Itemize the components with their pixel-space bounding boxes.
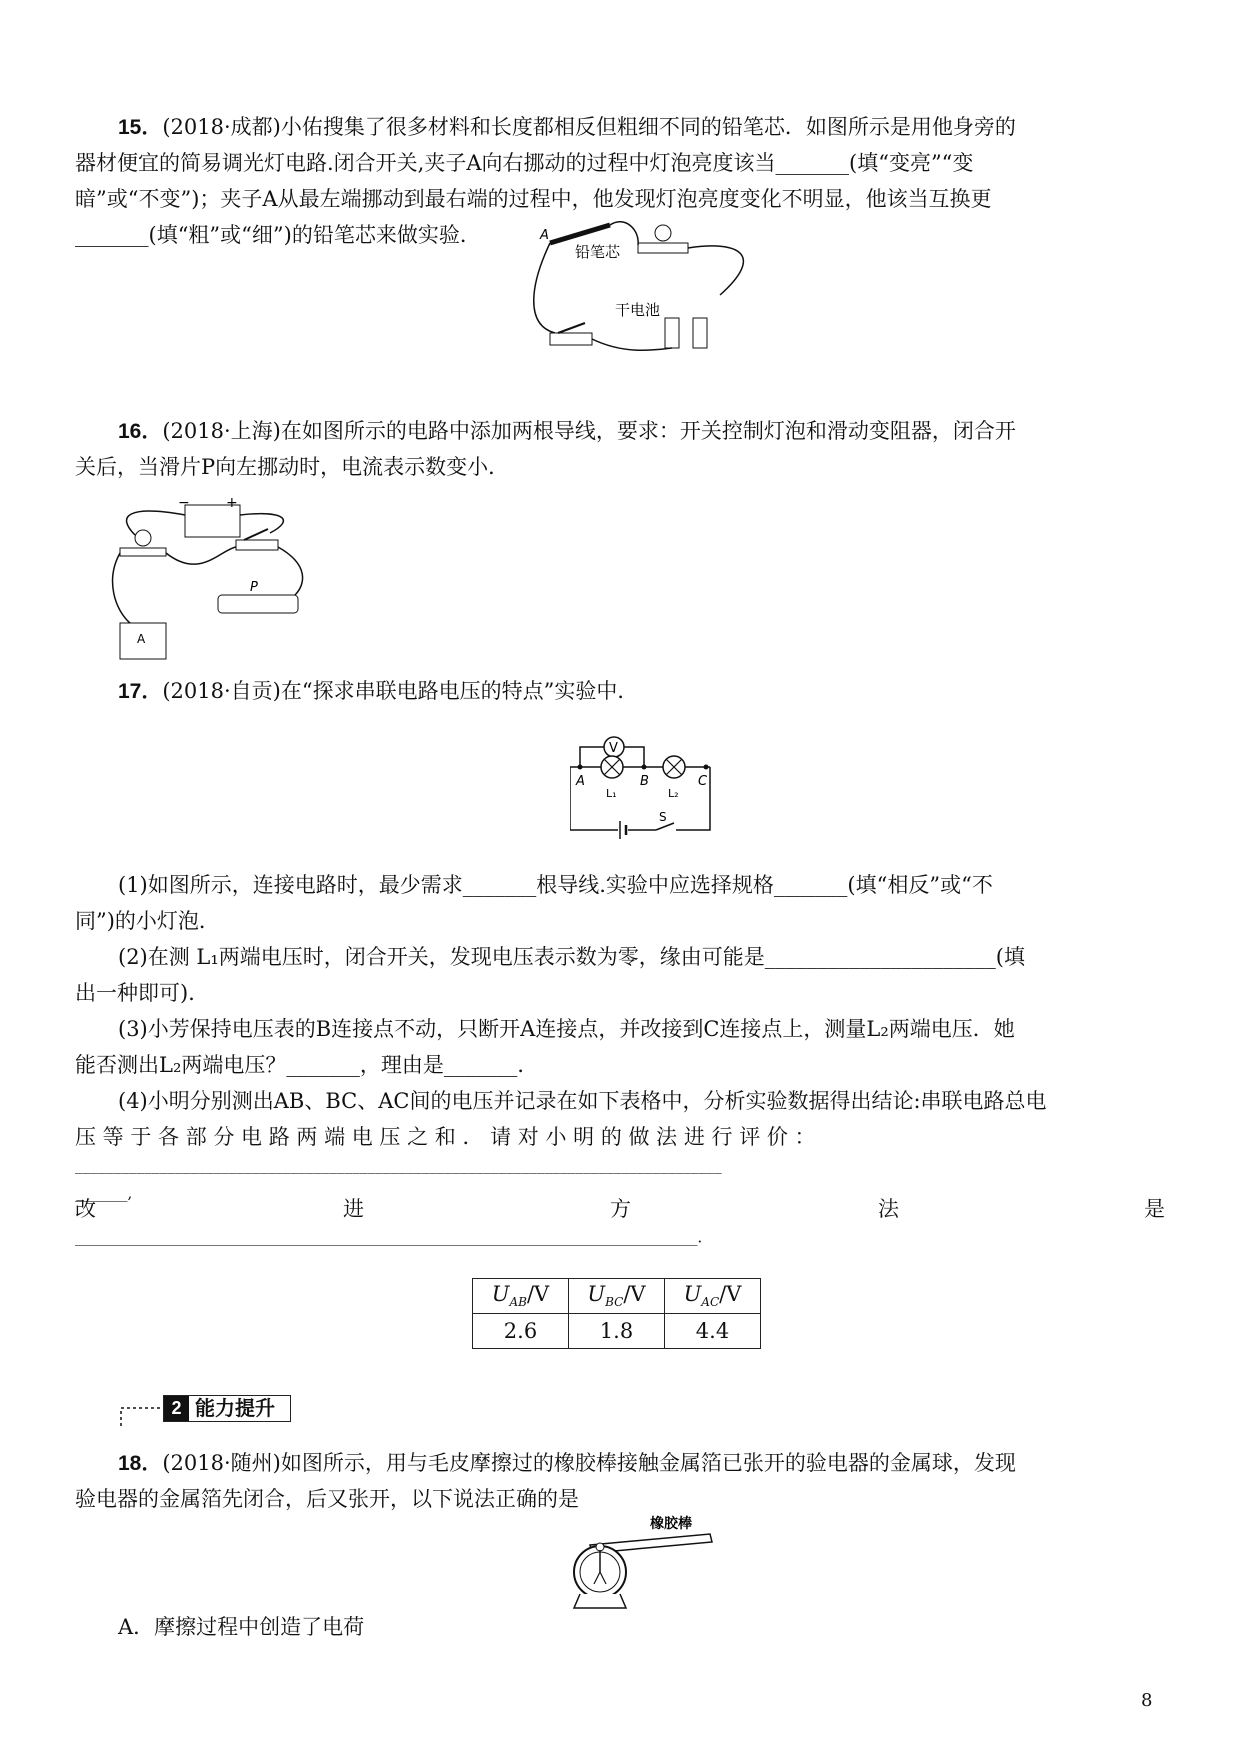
battery-cell-1 bbox=[665, 318, 679, 348]
bulb-base bbox=[638, 243, 688, 253]
table-header-cell: $U_{AC}/V$ bbox=[665, 1279, 761, 1314]
q17-improve-char-4: 法 bbox=[878, 1197, 899, 1221]
q16-line1 bbox=[118, 416, 1016, 447]
table-cell: 2.6 bbox=[473, 1314, 569, 1349]
q17-improve-char-3: 方 bbox=[610, 1197, 631, 1221]
q18-number: 18． bbox=[118, 1452, 163, 1475]
q17-p4-line1: (4)小明分别测出AB、BC、AC间的电压并记录在如下表格中，分析实验数据得出结论:串联电路总电 bbox=[118, 1089, 1047, 1113]
voltmeter-label: V bbox=[609, 741, 618, 756]
q15-number: 15． bbox=[118, 116, 163, 139]
q17-improve-blank: ___________________________________________________________________________________． bbox=[75, 1228, 713, 1246]
bulb-base bbox=[120, 548, 166, 556]
q18-line1 bbox=[118, 1448, 1016, 1479]
q16-text-1: (2018·上海)在如图所示的电路中添加两根导线，要求：开关控制灯泡和滑动变阻器，闭合开 bbox=[162, 419, 1016, 443]
q17-improve-char-2: 进 bbox=[343, 1197, 364, 1221]
pencil-lead-label: 铅笔芯 bbox=[575, 243, 621, 261]
q18-text-1: (2018·随州)如图所示，用与毛皮摩擦过的橡胶棒接触金属箔已张开的验电器的金属球，发现 bbox=[162, 1451, 1016, 1475]
section-dotted-connector bbox=[118, 1404, 166, 1428]
q17-improve-char-5: 是 bbox=[1144, 1197, 1165, 1221]
q17-circuit-diagram bbox=[570, 735, 720, 845]
lamp-l1-label: L₁ bbox=[606, 787, 617, 800]
switch-s-label: S bbox=[659, 810, 667, 824]
q18-option-a: A．摩擦过程中创造了电荷 bbox=[118, 1615, 365, 1639]
table-cell: 4.4 bbox=[665, 1314, 761, 1349]
battery-label: 干电池 bbox=[615, 301, 661, 319]
q15-circuit-figure bbox=[530, 215, 770, 365]
q16-number: 16． bbox=[118, 420, 163, 443]
section-number: 2 bbox=[164, 1396, 189, 1421]
rubber-rod-label: 橡胶棒 bbox=[650, 1516, 692, 1532]
q17-p4-line2: 压 等 于 各 部 分 电 路 两 端 电 压 之 和 ． 请 对 小 明 的 做 法 进 行 评 价 ： bbox=[75, 1125, 816, 1149]
bulb-icon bbox=[655, 225, 671, 241]
q17-number: 17． bbox=[118, 680, 163, 703]
q16-circuit-figure bbox=[110, 495, 310, 665]
q17-p3-line2: 能否测出L₂两端电压？_______，理由是_______． bbox=[75, 1053, 539, 1077]
section-title: 能力提升 bbox=[195, 1396, 275, 1420]
table-row bbox=[473, 1314, 761, 1349]
clip-label-a: A bbox=[540, 228, 549, 243]
q17-answer-blank-short: _______, bbox=[75, 1184, 133, 1202]
table-header-cell: $U_{BC}/V$ bbox=[569, 1279, 665, 1314]
q17-p1-line1: (1)如图所示，连接电路时，最少需求_______根导线.实验中应选择规格_______(填“相反”或“不 bbox=[118, 873, 993, 897]
switch-icon bbox=[550, 333, 592, 345]
battery-minus: − bbox=[178, 495, 190, 511]
q15-line3: 暗”或“不变”)；夹子A从最左端挪动到最右端的过程中，他发现灯泡亮度变化不明显，他该当互换更 bbox=[75, 187, 992, 211]
q15-line2: 器材便宜的简易调光灯电路.闭合开关,夹子A向右挪动的过程中灯泡亮度该当_______(填“变亮”“变 bbox=[75, 151, 974, 175]
switch-icon bbox=[236, 540, 278, 550]
table-header-cell: $U_{AB}/V$ bbox=[473, 1279, 569, 1314]
table-header-row bbox=[473, 1279, 761, 1314]
q17-p3-line1: (3)小芳保持电压表的B连接点不动，只断开A连接点，并改接到C连接点上，测量L₂两端电压．她 bbox=[118, 1017, 1015, 1041]
q17-improve-char-1: 改 bbox=[75, 1197, 96, 1221]
voltage-table bbox=[472, 1278, 761, 1349]
q15-text-1: (2018·成都)小佑搜集了很多材料和长度都相反但粗细不同的铅笔芯．如图所示是用他身旁的 bbox=[162, 115, 1016, 139]
q17-title-text: (2018·自贡)在“探求串联电路电压的特点”实验中． bbox=[162, 679, 639, 703]
rheostat-icon bbox=[218, 595, 298, 613]
table-cell: 1.8 bbox=[569, 1314, 665, 1349]
node-a-label: A bbox=[576, 774, 585, 789]
q15-line4: _______(填“粗”或“细”)的铅笔芯来做实验． bbox=[75, 223, 481, 247]
q17-title bbox=[118, 676, 638, 707]
lamp-l2-label: L₂ bbox=[668, 787, 679, 800]
q15-line1 bbox=[118, 112, 1016, 143]
q17-p2-line2: 出一种即可)． bbox=[75, 981, 210, 1005]
q17-p1-line2: 同”)的小灯泡． bbox=[75, 909, 220, 933]
q17-answer-blank-long: ____________________________________________________________________________________ bbox=[75, 1156, 722, 1174]
page-number: 8 bbox=[1141, 1690, 1153, 1711]
q16-line2: 关后，当滑片P向左挪动时，电流表示数变小． bbox=[75, 455, 510, 479]
section-header bbox=[163, 1395, 291, 1422]
q18-line2: 验电器的金属箔先闭合，后又张开，以下说法正确的是 bbox=[75, 1487, 579, 1511]
bulb-icon bbox=[135, 530, 151, 546]
ammeter-label: A bbox=[137, 632, 146, 646]
q17-p2-line1: (2)在测 L₁两端电压时，闭合开关，发现电压表示数为零，缘由可能是______________________(填 bbox=[118, 945, 1025, 969]
battery-cell-2 bbox=[693, 318, 707, 348]
node-c-label: C bbox=[698, 774, 708, 789]
q18-electroscope-figure bbox=[570, 1512, 720, 1612]
pencil-lead bbox=[550, 225, 610, 243]
slider-p-label: P bbox=[250, 580, 258, 595]
battery-plus: + bbox=[226, 495, 238, 511]
node-b-label: B bbox=[640, 774, 649, 789]
